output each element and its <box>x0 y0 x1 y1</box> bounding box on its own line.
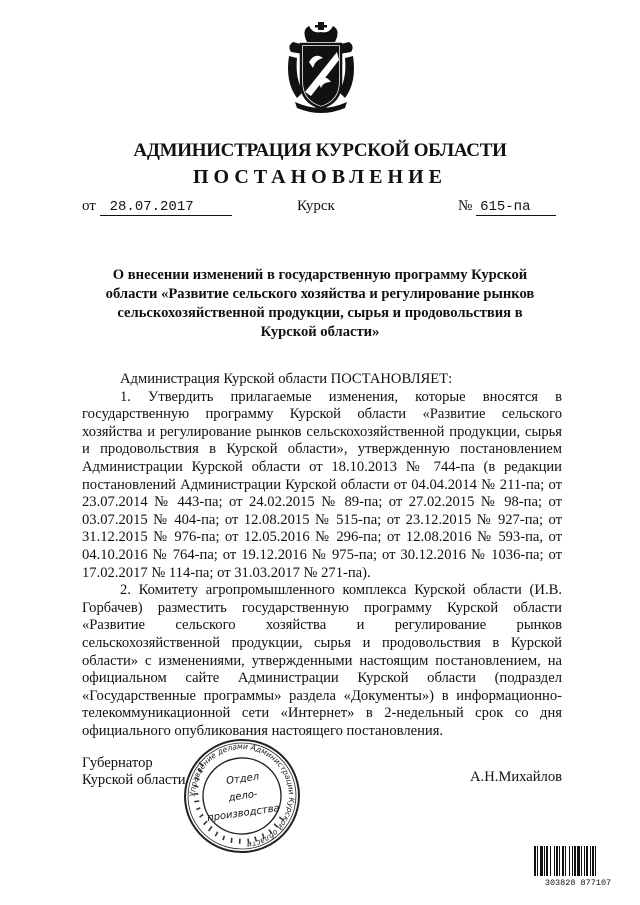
document-date-line <box>82 198 232 216</box>
document-body <box>82 371 562 740</box>
item-2-paragraph: 2. Комитету агропромышленного комплекса Курской области (И.В. Горбачев) разместить государственную программу Курской области «Развитие сельского хозяйства и регулирование рынков сельскохозяйственной продукции, сырья и продовольствия в Курской области» с изменениями, утвержденными настоящим постановлением, на официальном сайте Администрации Курской области (подраздел «Государственные программы» раздела «Документы») в информационно-телекоммуникационной сети «Интернет» в 2-недельный срок со дня официального опубликования настоящего постановления. <box>82 582 562 739</box>
number-prefix: № <box>458 198 473 214</box>
signatory-position-line2: Курской области <box>82 772 186 788</box>
document-type: ПОСТАНОВЛЕНИЕ <box>193 166 447 188</box>
intro-paragraph: Администрация Курской области ПОСТАНОВЛЯЕТ: <box>120 371 453 387</box>
signatory-name: А.Н.Михайлов <box>470 769 563 785</box>
item-1-paragraph: 1. Утвердить прилагаемые изменения, которые вносятся в государственную программу Курской области «Развитие сельского хозяйства и регулирование рынков сельскохозяйственной продукции, сырья и продовольствия в Курской области», утвержденную постановлением Администрации Курской области от 18.10.2013 № 744-па (в редакции постановлений Администрации Курской области от 04.04.2014 № 211-па; от 23.07.2014 № 443-па; от 24.02.2015 № 89-па; от 27.02.2015 № 98-па; от 03.07.2015 № 404-па; от 12.08.2015 № 515-па; от 23.12.2015 № 927-па; от 31.12.2015 № 976-па; от 12.05.2016 № 296-па; от 12.08.2016 № 593-па, от 04.10.2016 № 764-па; от 19.12.2016 № 975-па; от 30.12.2016 № 1036-па; от 17.02.2017 № 114-па; от 31.03.2017 № 271-па). <box>82 388 562 581</box>
document-city: Курск <box>297 198 335 214</box>
document-date: 28.07.2017 <box>100 200 232 216</box>
coat-of-arms-emblem <box>285 22 357 114</box>
stamp-ring-text: Управление делами Администрации Курской области <box>187 741 297 850</box>
document-number-line <box>458 198 556 216</box>
signatory-position-line1: Губернатор <box>82 755 153 771</box>
date-prefix: от <box>82 198 96 214</box>
document-title: О внесении изменений в государственную программу Курской области «Развитие сельского хозяйства и регулирование рынков сельскохозяйственной продукции, сырья и продовольствия в Курской области» <box>105 267 535 340</box>
document-number: 615-па <box>476 200 556 216</box>
stamp-center-line1: Отдел <box>225 771 260 787</box>
official-stamp <box>182 737 302 855</box>
stamp-center-line2: дело- <box>227 788 259 804</box>
barcode <box>532 845 624 887</box>
stamp-center-line3: производства <box>206 802 281 825</box>
barcode-number: 303828 877107 <box>544 878 612 887</box>
signatory-position <box>82 755 186 789</box>
organization-name: АДМИНИСТРАЦИЯ КУРСКОЙ ОБЛАСТИ <box>133 140 507 161</box>
